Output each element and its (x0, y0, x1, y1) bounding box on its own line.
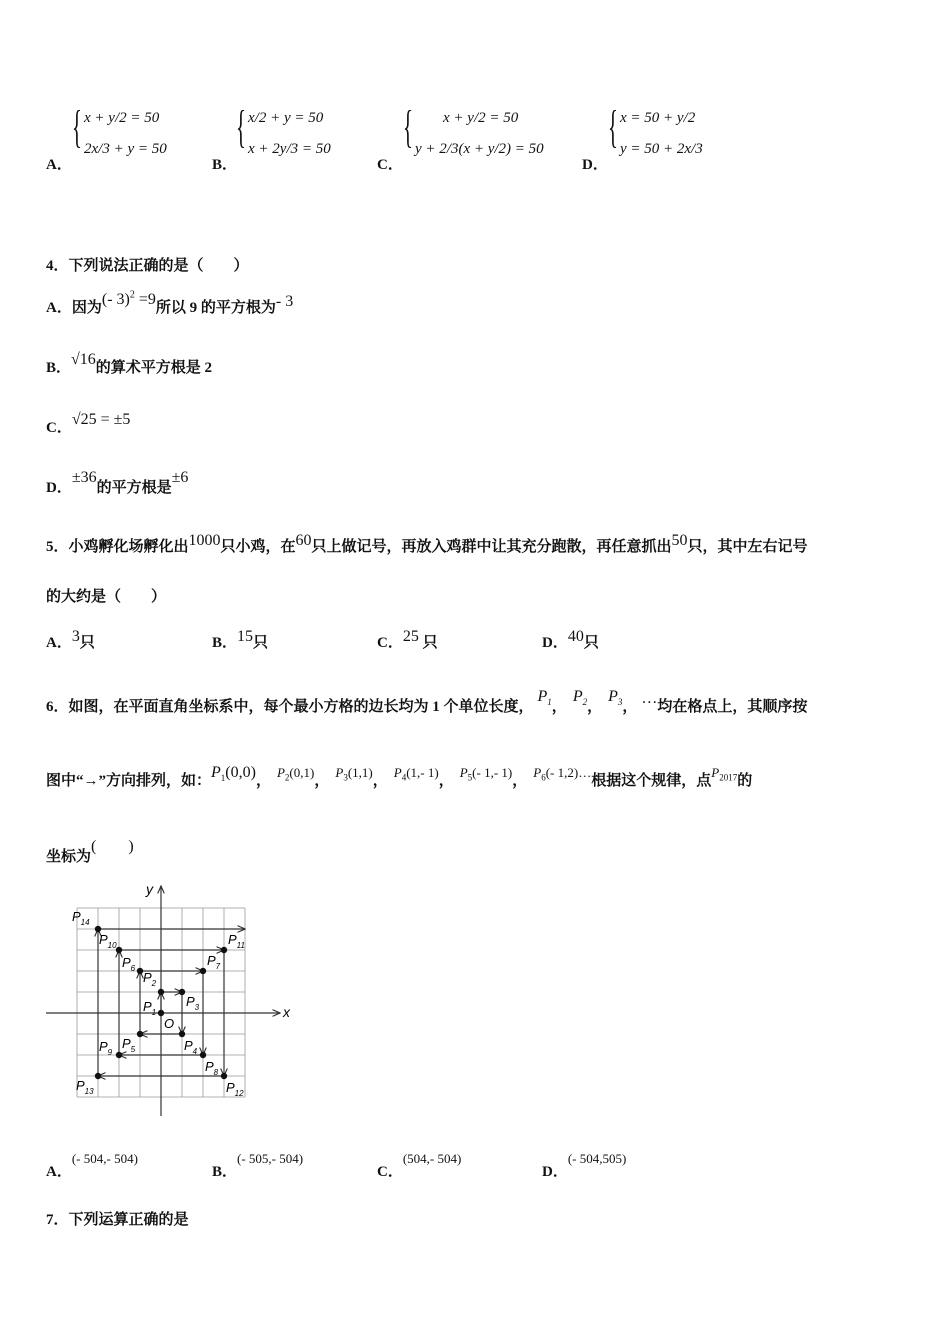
spiral-point-label: $P_1$ (143, 999, 157, 1017)
q6-p1 (537, 688, 552, 708)
q5-n3: 50 (671, 532, 688, 549)
q6-text-b: 均在格点上，其顺序按 (657, 699, 808, 715)
q6-line3 (46, 838, 134, 866)
q4-d-math2: ±6 (171, 469, 189, 486)
q6-sep1: ， (551, 699, 567, 715)
q6-p2017-sub: 2017 (719, 772, 738, 783)
q3-a-eq1: x + y/2 = 50 (84, 110, 160, 126)
q3-a-brace: { (72, 101, 82, 152)
q4-b-letter: B． (46, 360, 72, 376)
q5-b-value: 15 (237, 628, 254, 645)
q6-pt1 (211, 764, 256, 784)
spiral-point (200, 1052, 206, 1058)
origin-label: O (164, 1016, 175, 1031)
q4-b-text: 的算术平方根是 2 (95, 360, 213, 376)
q4-option-d (46, 469, 189, 497)
q6-pt4-coord: (1,- 1) (406, 765, 439, 780)
q6-sep8: ， (512, 773, 528, 789)
q6-line1 (46, 688, 808, 717)
q3-b-eq1: x/2 + y = 50 (248, 110, 324, 126)
q6-pt1-coord: (0,0) (225, 764, 256, 781)
q4-a-text1: 因为 (71, 300, 102, 316)
q6-sep2: ， (587, 699, 603, 715)
q3-c-brace: { (403, 101, 413, 152)
q6-pt6-letter: P (533, 765, 542, 780)
q6-option-b (212, 1151, 304, 1181)
q3-c-eq2: y + 2/3(x + y/2) = 50 (415, 141, 544, 157)
q5-option-b (212, 628, 269, 652)
q5-b-unit: 只 (253, 635, 269, 651)
q5-option-a (46, 628, 95, 652)
q6-d-value: (- 504,505) (567, 1151, 627, 1166)
q6-pt4-letter: P (393, 765, 402, 780)
q5-line1 (46, 532, 808, 556)
spiral-point (116, 947, 122, 953)
q4-a-base: (- 3) (101, 291, 130, 308)
spiral-point (221, 947, 227, 953)
spiral-point (179, 989, 185, 995)
q6-sep6: ， (372, 773, 388, 789)
q6-pt4-sub: 4 (401, 772, 407, 783)
q5-line2: 的大约是（ ） (46, 589, 167, 605)
q3-b-letter: B． (212, 157, 238, 173)
q4-a-math3: - 3 (275, 293, 294, 310)
q6-pt6 (533, 765, 592, 783)
q6-p2 (572, 688, 588, 708)
q6-sep3: ， (622, 699, 638, 715)
q4-a-exp: 2 (129, 289, 135, 301)
q4-option-b (46, 351, 213, 377)
spiral-point (158, 1010, 164, 1016)
q5-text-a: 5．小鸡孵化场孵化出 (46, 539, 189, 555)
q6-sep7: ， (438, 773, 454, 789)
spiral-point-label: $P_{10}$ (99, 932, 117, 950)
q6-a-letter: A． (46, 1164, 72, 1180)
q4-d-text: 的平方根是 (96, 480, 172, 496)
q6-pt3-coord: (1,1) (347, 765, 373, 780)
q6-pt3-sub: 3 (343, 772, 348, 783)
q3-b-brace: { (236, 101, 246, 152)
spiral-point-label: $P_9$ (99, 1039, 113, 1057)
x-axis-label: x (283, 1004, 290, 1020)
q6-a-value: (- 504,- 504) (71, 1151, 138, 1166)
q6-option-d (542, 1151, 627, 1181)
q4-option-a (46, 289, 294, 317)
spiral-point (116, 1052, 122, 1058)
q6-p2-letter: P (572, 688, 583, 705)
q6-p3-letter: P (608, 688, 618, 705)
spiral-point-label: $P_8$ (205, 1059, 219, 1077)
q5-c-letter: C． (377, 635, 403, 651)
q6-paren: ( ) (91, 838, 134, 855)
spiral-point-label: $P_7$ (207, 953, 221, 971)
spiral-point (221, 1073, 227, 1079)
q6-text-f: 坐标为 (46, 849, 92, 865)
q4-a-math1 (102, 291, 156, 308)
q4-d-letter: D． (46, 480, 72, 496)
q6-pt2-letter: P (276, 765, 285, 780)
q6-pt2 (276, 765, 315, 783)
q5-c-value: 25 (402, 628, 419, 645)
q5-d-value: 40 (567, 628, 584, 645)
spiral-point-label: $P_3$ (186, 994, 200, 1012)
q6-text-c: 图中“→”方向排列，如： (46, 773, 212, 789)
q4-a-text2: 所以 9 的平方根为 (155, 300, 276, 316)
q6-p2017 (711, 765, 738, 783)
q6-pt5-coord: (- 1,- 1) (472, 765, 513, 780)
q5-a-letter: A． (46, 635, 72, 651)
y-axis-label: y (146, 881, 153, 897)
q6-dots: … (641, 690, 658, 707)
q5-text-d: 只，其中左右记号 (687, 539, 808, 555)
q6-p2-sub: 2 (582, 697, 588, 708)
q3-c-letter: C． (377, 157, 403, 173)
q6-pt5-letter: P (459, 765, 468, 780)
q5-d-unit: 只 (583, 635, 599, 651)
q6-p1-letter: P (537, 688, 548, 705)
q3-a-eq2: 2x/3 + y = 50 (84, 141, 167, 157)
q6-b-value: (- 505,- 504) (237, 1151, 304, 1166)
q6-c-value: (504,- 504) (402, 1151, 462, 1166)
q5-text-c: 只上做记号，再放入鸡群中让其充分跑散，再任意抓出 (311, 539, 672, 555)
q5-c-unit: 只 (422, 635, 438, 651)
q6-pt5-sub: 5 (467, 772, 473, 783)
q6-c-letter: C． (377, 1164, 403, 1180)
q6-option-c (377, 1151, 462, 1181)
spiral-point (95, 1073, 101, 1079)
q4-c-letter: C． (46, 420, 72, 436)
spiral-point-label: $P_2$ (143, 970, 157, 988)
q6-pt2-sub: 2 (284, 772, 290, 783)
spiral-point-label: $P_{12}$ (226, 1080, 244, 1098)
q6-option-a (46, 1151, 138, 1181)
spiral-point (158, 989, 164, 995)
q7-stem: 7．下列运算正确的是 (46, 1212, 189, 1228)
q6-text-d: 根据这个规律，点 (591, 773, 712, 789)
q6-pt3 (335, 765, 373, 783)
spiral-point (137, 968, 143, 974)
q3-d-eq1: x = 50 + y/2 (620, 110, 696, 126)
q5-n1: 1000 (188, 532, 221, 549)
q6-sep5: ， (314, 773, 330, 789)
q5-b-letter: B． (212, 635, 238, 651)
q4-c-math: √25 = ±5 (71, 411, 131, 428)
spiral-point-label: $P_{11}$ (228, 932, 245, 950)
q6-pt2-coord: (0,1) (289, 765, 315, 780)
spiral-point-label: $P_4$ (184, 1038, 198, 1056)
q5-n2: 60 (295, 532, 312, 549)
q4-a-eq: =9 (138, 291, 156, 308)
spiral-point (137, 1031, 143, 1037)
q3-d-letter: D． (582, 157, 608, 173)
spiral-grid-figure (40, 880, 300, 1120)
q3-a-letter: A． (46, 157, 72, 173)
q6-line2 (46, 764, 753, 791)
q4-a-letter: A． (46, 300, 72, 316)
q6-pt1-sub: 1 (220, 773, 226, 784)
q5-a-value: 3 (71, 628, 80, 645)
q5-a-unit: 只 (79, 635, 95, 651)
q6-pt1-letter: P (211, 764, 221, 781)
q6-text-a: 6．如图，在平面直角坐标系中，每个最小方格的边长均为 1 个单位长度， (46, 699, 534, 715)
q6-p3 (608, 688, 623, 708)
q3-d-brace: { (608, 101, 618, 152)
q6-sep4: ， (255, 773, 271, 789)
q6-p3-sub: 3 (617, 697, 623, 708)
spiral-point (179, 1031, 185, 1037)
q6-pt3-letter: P (335, 765, 344, 780)
q6-pt4 (393, 765, 439, 783)
q6-d-letter: D． (542, 1164, 568, 1180)
q5-text-b: 只小鸡，在 (220, 539, 296, 555)
q5-option-c (377, 628, 438, 652)
spiral-point-label: $P_{13}$ (76, 1078, 94, 1096)
spiral-point (200, 968, 206, 974)
q6-pt5 (459, 765, 513, 783)
q5-d-letter: D． (542, 635, 568, 651)
q4-stem: 4．下列说法正确的是（ ） (46, 258, 249, 274)
q4-d-math1: ±36 (71, 469, 97, 486)
q5-option-d (542, 628, 599, 652)
q3-c-eq1: x + y/2 = 50 (443, 110, 519, 126)
q6-b-letter: B． (212, 1164, 238, 1180)
q6-p2017-letter: P (711, 765, 720, 780)
q3-d-eq2: y = 50 + 2x/3 (620, 141, 703, 157)
q6-p1-sub: 1 (547, 697, 552, 708)
spiral-point (95, 926, 101, 932)
q3-b-eq2: x + 2y/3 = 50 (248, 141, 331, 157)
spiral-point-label: $P_{14}$ (72, 909, 90, 927)
spiral-point-label: $P_6$ (122, 955, 136, 973)
spiral-point-label: $P_5$ (122, 1036, 136, 1054)
q4-b-math: √16 (71, 351, 96, 368)
q6-text-e: 的 (737, 773, 753, 789)
q4-option-c (46, 411, 131, 437)
q6-pt6-sub: 6 (541, 772, 546, 783)
q6-pt6-coord: (- 1,2)… (545, 765, 592, 780)
